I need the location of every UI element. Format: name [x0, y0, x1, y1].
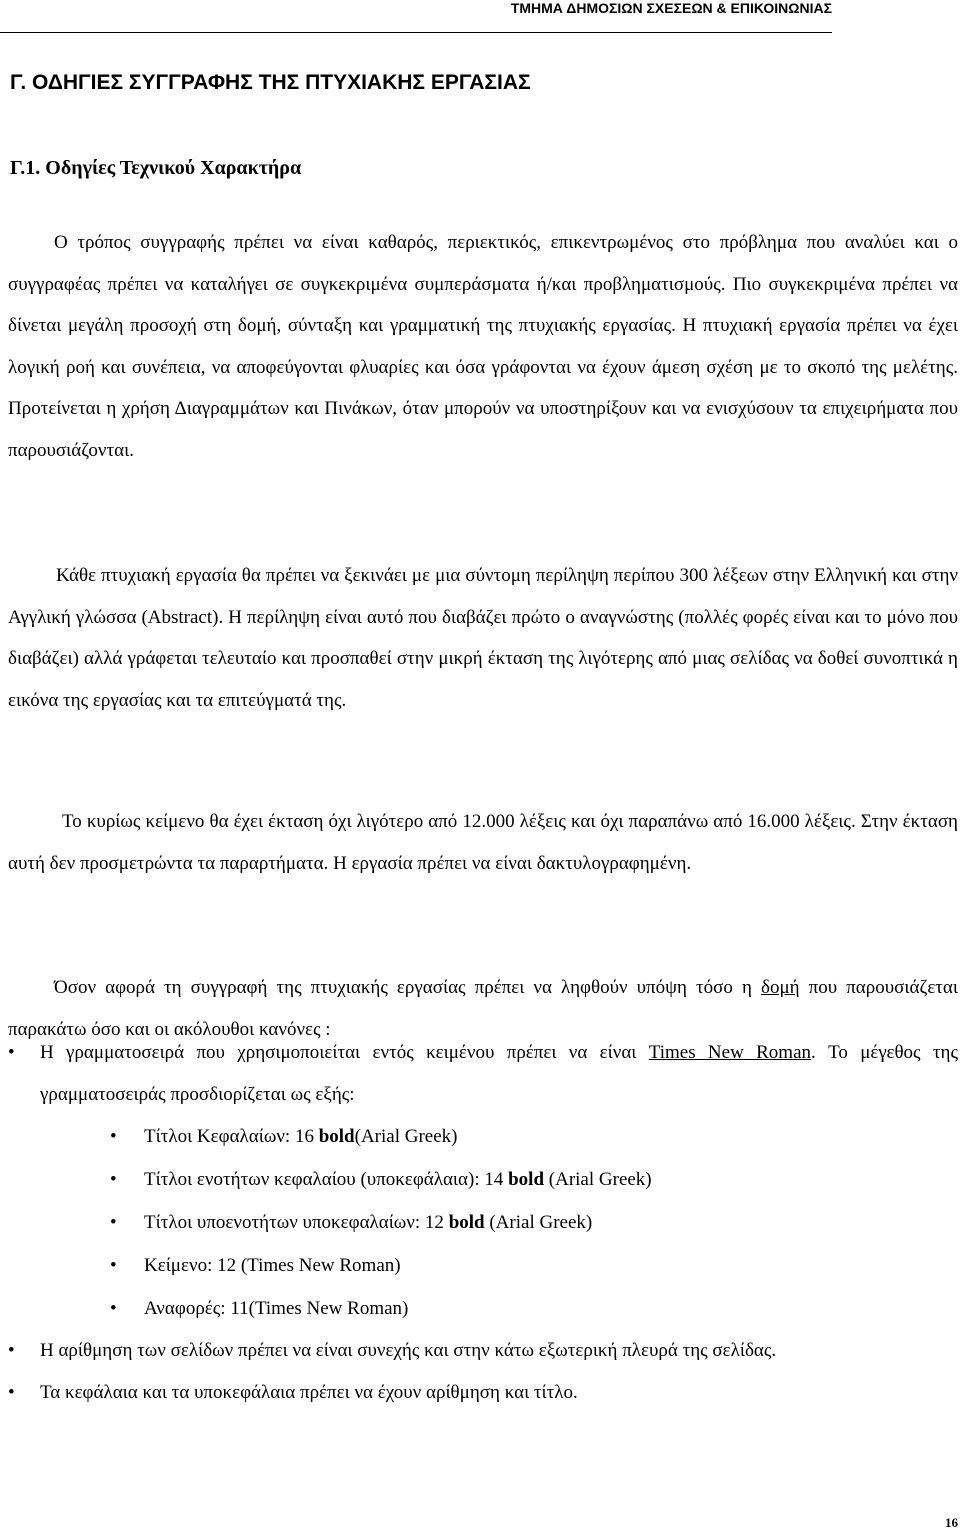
page-number: 16	[945, 1515, 958, 1530]
list-item-page-numbering	[8, 1330, 958, 1372]
size-bold: bold	[508, 1169, 545, 1190]
size-label: Τίτλοι ενοτήτων κεφαλαίου (υποκεφάλαια): 14	[144, 1169, 509, 1190]
chapter-title: Γ. ΟΔΗΓΙΕΣ ΣΥΓΓΡΑΦΗΣ ΤΗΣ ΠΤΥΧΙΑΚΗΣ ΕΡΓΑΣΙΑΣ	[10, 71, 531, 94]
size-suffix: (Arial Greek)	[354, 1126, 458, 1147]
bullet-icon: •	[110, 1126, 117, 1147]
department-name: ΤΜΗΜΑ ΔΗΜΟΣΙΩΝ ΣΧΕΣΕΩΝ & ΕΠΙΚΟΙΝΩΝΙΑΣ	[510, 0, 832, 16]
paragraph-writing-style: Ο τρόπος συγγραφής πρέπει να είναι καθαρός, περιεκτικός, επικεντρωμένος στο πρόβλημα που αναλύει και ο συγγραφέας πρέπει να καταλήγει σε συγκεκριμένα συμπεράσματα ή/και προβληματισμούς. Πιο συγκεκριμένα πρέπει να δίνεται μεγάλη προσοχή στη δομή, σύνταξη και γραμματική της πτυχιακής εργασίας. Η πτυχιακή εργασία πρέπει να έχει λογική ροή και συνέπεια, να αποφεύγονται φλυαρίες και όσα γράφονται να έχουν άμεση σχέση με το σκοπό της μελέτης. Προτείνεται η χρήση Διαγραμμάτων και Πινάκων, όταν μπορούν να υποστηρίξουν και να ενισχύσουν τα επιχειρήματα που παρουσιάζονται.	[8, 232, 958, 461]
bullet-icon: •	[8, 1042, 15, 1063]
structure-link: δομή	[761, 977, 800, 998]
numbering-rule-text: Η αρίθμηση των σελίδων πρέπει να είναι συνεχής και στην κάτω εξωτερική πλευρά της σελίδας.	[40, 1340, 777, 1361]
intro-text-end: που παρουσιάζεται παρακάτω όσο και οι ακόλουθοι κανόνες :	[8, 977, 959, 1040]
size-bold: bold	[318, 1126, 355, 1147]
bullet-icon: •	[110, 1298, 117, 1319]
list-item-size	[40, 1244, 958, 1287]
titles-rule-text: Τα κεφάλαια και τα υποκεφάλαια πρέπει να έχουν αρίθμηση και τίτλο.	[40, 1381, 578, 1403]
list-item-size	[40, 1158, 958, 1201]
font-name: Times New Roman	[648, 1042, 812, 1063]
bullet-icon: •	[8, 1381, 15, 1403]
bullet-icon: •	[110, 1169, 117, 1190]
bullet-icon: •	[110, 1255, 117, 1276]
rules-list	[8, 1032, 958, 1413]
paragraph-length: Το κυρίως κείμενο θα έχει έκταση όχι λιγότερο από 12.000 λέξεις και όχι παραπάνω από 16.000 λέξεις. Στην έκταση αυτή δεν προσμετρώντα τα παραρτήματα. Η εργασία πρέπει να είναι δακτυλογραφημένη.	[8, 811, 958, 874]
size-suffix: (Arial Greek)	[544, 1169, 652, 1190]
bullet-icon: •	[110, 1212, 117, 1233]
size-label: Τίτλοι Κεφαλαίων: 16	[144, 1126, 319, 1147]
bullet-icon: •	[8, 1340, 15, 1361]
size-label: Τίτλοι υποενοτήτων υποκεφαλαίων: 12	[144, 1212, 449, 1233]
size-suffix: (Arial Greek)	[484, 1212, 593, 1233]
size-label: Αναφορές: 11(Times New Roman)	[144, 1298, 409, 1319]
font-rule-text-end: . Το μέγεθος της γραμματοσειράς προσδιορίζεται ως εξής:	[40, 1042, 958, 1105]
paragraph-abstract: Κάθε πτυχιακή εργασία θα πρέπει να ξεκινάει με μια σύντομη περίληψη περίπου 300 λέξεων στην Ελληνική και στην Αγγλική γλώσσα (Abstract). Η περίληψη είναι αυτό που διαβάζει πρώτο ο αναγνώστης (πολλές φορές είναι και το μόνο που διαβάζει) αλλά γράφεται τελευταίο και προσπαθεί στην μικρή έκταση της λιγότερης από μιας σελίδας να δοθεί συνοπτικά η εικόνα της εργασίας και τα επιτεύγματά της.	[8, 565, 958, 711]
font-rule-text: Η γραμματοσειρά που χρησιμοποιείται εντός κειμένου πρέπει να είναι	[40, 1042, 649, 1063]
list-item-font-rule	[8, 1032, 958, 1330]
list-item-size	[40, 1115, 958, 1158]
list-item-size	[40, 1287, 958, 1330]
size-bold: bold	[448, 1212, 485, 1233]
size-label: Κείμενο: 12 (Times New Roman)	[144, 1255, 401, 1276]
intro-text: Όσον αφορά τη συγγραφή της πτυχιακής εργασίας πρέπει να ληφθούν υπόψη τόσο η	[54, 977, 761, 998]
list-item-chapter-titles	[8, 1372, 958, 1414]
section-title: Γ.1. Οδηγίες Τεχνικού Χαρακτήρα	[10, 157, 302, 179]
list-item-size	[40, 1201, 958, 1244]
font-sizes-list	[40, 1115, 958, 1330]
page-header	[0, 0, 832, 33]
